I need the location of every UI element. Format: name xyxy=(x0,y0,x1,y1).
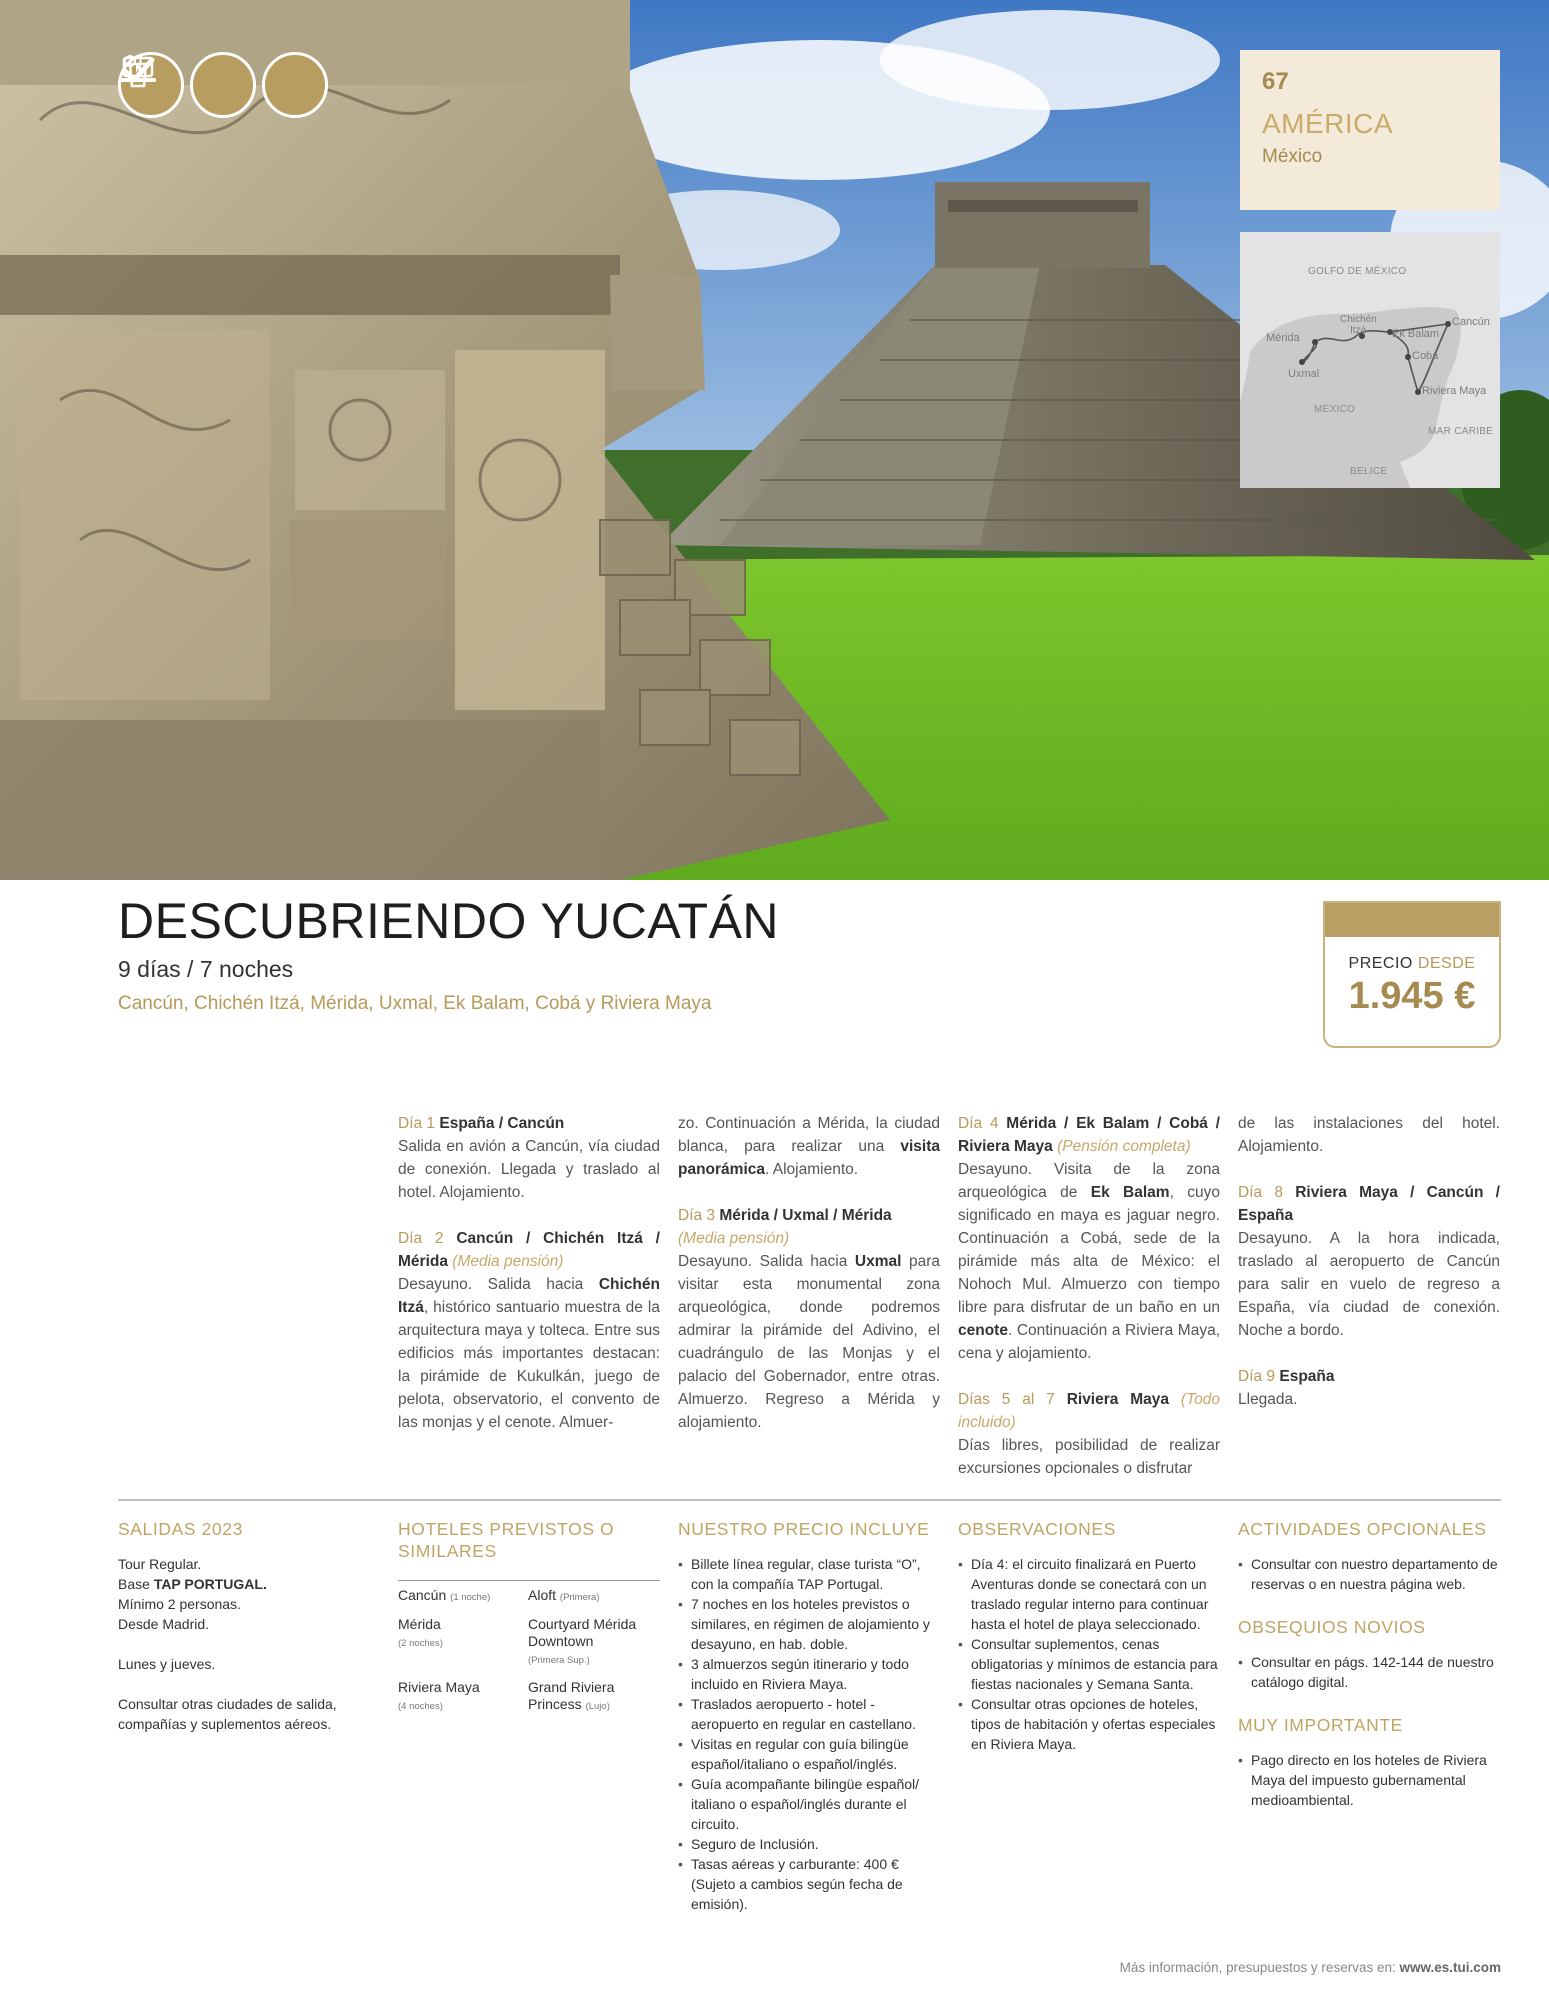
importante-list xyxy=(1238,1750,1500,1810)
incluye-list xyxy=(678,1554,940,1914)
list-item: • 7 noches en los hoteles previstos o similares, en régimen de alojamiento y desayuno, en hab. doble. xyxy=(678,1594,940,1654)
country-name: México xyxy=(1262,146,1323,167)
footer-info: Más información, presupuestos y reservas en: www.es.tui.com xyxy=(1119,1960,1501,1975)
list-item: • Visitas en regular con guía bilingüe español/italiano o español/inglés. xyxy=(678,1734,940,1774)
salidas-line-3: Mínimo 2 personas. xyxy=(118,1596,241,1612)
salidas-line-2: Base TAP PORTUGAL. xyxy=(118,1576,267,1592)
salidas-line-1: Tour Regular. xyxy=(118,1556,202,1572)
salidas-heading: SALIDAS 2023 xyxy=(118,1519,243,1539)
page-title: DESCUBRIENDO YUCATÁN xyxy=(118,893,780,949)
price-from-label: DESDE xyxy=(1417,955,1476,972)
cocktail-icon xyxy=(262,52,328,118)
hoteles-heading: HOTELES PREVISTOS O SIMILARES xyxy=(398,1519,615,1561)
list-item: • Traslados aeropuerto - hotel - aeropuerto en regular en castellano. xyxy=(678,1694,940,1734)
list-item: • Consultar suplementos, cenas obligatorias y mínimos de estancia para fiestas nacionales y Semana Santa. xyxy=(958,1634,1220,1694)
map-city-cancun: Cancún xyxy=(1452,316,1490,328)
salidas-line-5: Lunes y jueves. xyxy=(118,1656,216,1672)
salidas-line-4: Desde Madrid. xyxy=(118,1616,210,1632)
trip-duration: 9 días / 7 noches xyxy=(118,956,294,982)
itinerary-column-2 xyxy=(678,1112,940,1457)
section-divider xyxy=(118,1499,1501,1501)
itinerary-column-4 xyxy=(1238,1112,1500,1434)
price-box xyxy=(1323,901,1501,1048)
map-city-uxmal: Uxmal xyxy=(1288,368,1320,380)
actividades-heading: ACTIVIDADES OPCIONALES xyxy=(1238,1519,1487,1539)
list-item: • Día 4: el circuito finalizará en Puerto Aventuras donde se conectará con un traslado regular interno para continuar hasta el hotel de playa seleccionado. xyxy=(958,1554,1220,1634)
observaciones-heading: OBSERVACIONES xyxy=(958,1519,1116,1539)
salidas-section xyxy=(118,1518,380,1734)
price-bar xyxy=(1325,903,1499,937)
trip-route: Cancún, Chichén Itzá, Mérida, Uxmal, Ek Balam, Cobá y Riviera Maya xyxy=(118,993,712,1014)
importante-heading: MUY IMPORTANTE xyxy=(1238,1715,1403,1735)
map-city-ek-balam: Ek Balam xyxy=(1392,328,1440,340)
itinerary-day-1: Día 1 España / Cancún Salida en avión a Cancún, vía ciudad de conexión. Llegada y traslado al hotel. Alojamiento. xyxy=(398,1115,660,1201)
list-item: • Pago directo en los hoteles de Riviera Maya del impuesto gubernamental medioambiental. xyxy=(1238,1750,1500,1810)
itinerary-day-8: Día 8 Riviera Maya / Cancún / España Desayuno. A la hora indicada, traslado al aeropuerto de Cancún para salir en vuelo de regreso a España, vía ciudad de conexión. Noche a bordo. xyxy=(1238,1184,1500,1339)
map-city-chichen-itza: Chichén Itzá xyxy=(1340,314,1377,336)
location-box xyxy=(1240,50,1500,210)
novios-list xyxy=(1238,1652,1500,1692)
check-icon xyxy=(190,52,256,118)
itinerary-days-5-7: Días 5 al 7 Riviera Maya (Todo incluido) Días libres, posibilidad de realizar excursiones opcionales o disfrutar xyxy=(958,1391,1220,1477)
itinerary-day-3: Día 3 Mérida / Uxmal / Mérida (Media pensión) Desayuno. Salida hacia Uxmal para visitar esta monumental zona arqueológica, donde podremos admirar la pirámide del Adivino, el cuadrángulo de las Monjas y el palacio del Gobernador, entre otras. Almuerzo. Regreso a Mérida y alojamiento. xyxy=(678,1207,940,1431)
hero-image xyxy=(0,0,1549,880)
price-value: 1.945 € xyxy=(1348,975,1476,1017)
list-item: • Billete línea regular, clase turista “O”, con la compañía TAP Portugal. xyxy=(678,1554,940,1594)
list-item: • Consultar en págs. 142-144 de nuestro catálogo digital. xyxy=(1238,1652,1500,1692)
list-item: • Tasas aéreas y carburante: 400 € (Sujeto a cambios según fecha de emisión). xyxy=(678,1854,940,1914)
list-item: • Guía acompañante bilingüe español/ italiano o español/inglés durante el circuito. xyxy=(678,1774,940,1834)
list-item: • Seguro de Inclusión. xyxy=(678,1834,940,1854)
footer-link[interactable]: www.es.tui.com xyxy=(1399,1960,1501,1975)
observaciones-list xyxy=(958,1554,1220,1754)
hoteles-section xyxy=(398,1518,660,1725)
actividades-section xyxy=(1238,1518,1500,1810)
price-label: PRECIO DESDE xyxy=(1348,955,1476,972)
observaciones-section xyxy=(958,1518,1220,1754)
incluye-section xyxy=(678,1518,940,1914)
map-city-merida: Mérida xyxy=(1266,332,1300,344)
incluye-heading: NUESTRO PRECIO INCLUYE xyxy=(678,1519,930,1539)
map-country-label: MÉXICO xyxy=(1314,404,1356,415)
itinerary-column-3 xyxy=(958,1112,1220,1503)
map-belize-label: BELICE xyxy=(1350,466,1388,477)
region-name: AMÉRICA xyxy=(1262,108,1394,139)
list-item: • Consultar otras opciones de hoteles, tipos de habitación y ofertas especiales en Riviera Maya. xyxy=(958,1694,1220,1754)
itinerary-column-1 xyxy=(398,1112,660,1457)
actividades-list xyxy=(1238,1554,1500,1594)
map-city-coba: Cobá xyxy=(1412,350,1439,362)
route-map xyxy=(1240,232,1500,488)
feature-icons xyxy=(118,52,328,118)
itinerary-day-2: Día 2 Cancún / Chichén Itzá / Mérida (Media pensión) Desayuno. Salida hacia Chichén Itzá, histórico santuario muestra de la arquitectura maya y tolteca. Entre sus edificios más importantes destacan: la pirámide de Kukulkán, juego de pelota, observatorio, el convento de las monjas y el cenote. Almuer- xyxy=(398,1230,660,1431)
novios-heading: OBSEQUIOS NOVIOS xyxy=(1238,1617,1426,1637)
list-item: • Consultar con nuestro departamento de reservas o en nuestra página web. xyxy=(1238,1554,1500,1594)
itinerary-days-5-7-cont: de las instalaciones del hotel. Alojamiento. xyxy=(1238,1115,1500,1155)
map-sea-label: GOLFO DE MÉXICO xyxy=(1308,266,1407,277)
map-sea-caribe: MAR CARIBE xyxy=(1428,426,1494,437)
itinerary-day-4: Día 4 Mérida / Ek Balam / Cobá / Riviera Maya (Pensión completa) Desayuno. Visita de la zona arqueológica de Ek Balam, cuyo significado en maya es jaguar negro. Continuación a Cobá, sede de la pirámide más alta de México: el Nohoch Mul. Almuerzo con tiempo libre para disfrutar de un baño en un cenote. Continuación a Riviera Maya, cena y alojamiento. xyxy=(958,1115,1220,1362)
itinerary-day-2-cont: zo. Continuación a Mérida, la ciudad blanca, para realizar una visita panorámica. Alojamiento. xyxy=(678,1115,940,1178)
salidas-line-6: Consultar otras ciudades de salida, compañías y suplementos aéreos. xyxy=(118,1696,337,1732)
page-number: 67 xyxy=(1262,68,1289,95)
map-city-riviera-maya: Riviera Maya xyxy=(1422,385,1487,397)
list-item: • 3 almuerzos según itinerario y todo incluido en Riviera Maya. xyxy=(678,1654,940,1694)
hotel-row: Riviera Maya (4 noches) Grand Riviera Princess (Lujo) xyxy=(398,1679,615,1712)
hotel-row: Mérida (2 noches) Courtyard Mérida Downtown (Primera Sup.) xyxy=(398,1616,637,1666)
hotel-table-rule xyxy=(398,1580,660,1581)
itinerary-day-9: Día 9 España Llegada. xyxy=(1238,1368,1335,1408)
hotel-row: Cancún (1 noche) Aloft (Primera) xyxy=(398,1587,600,1603)
